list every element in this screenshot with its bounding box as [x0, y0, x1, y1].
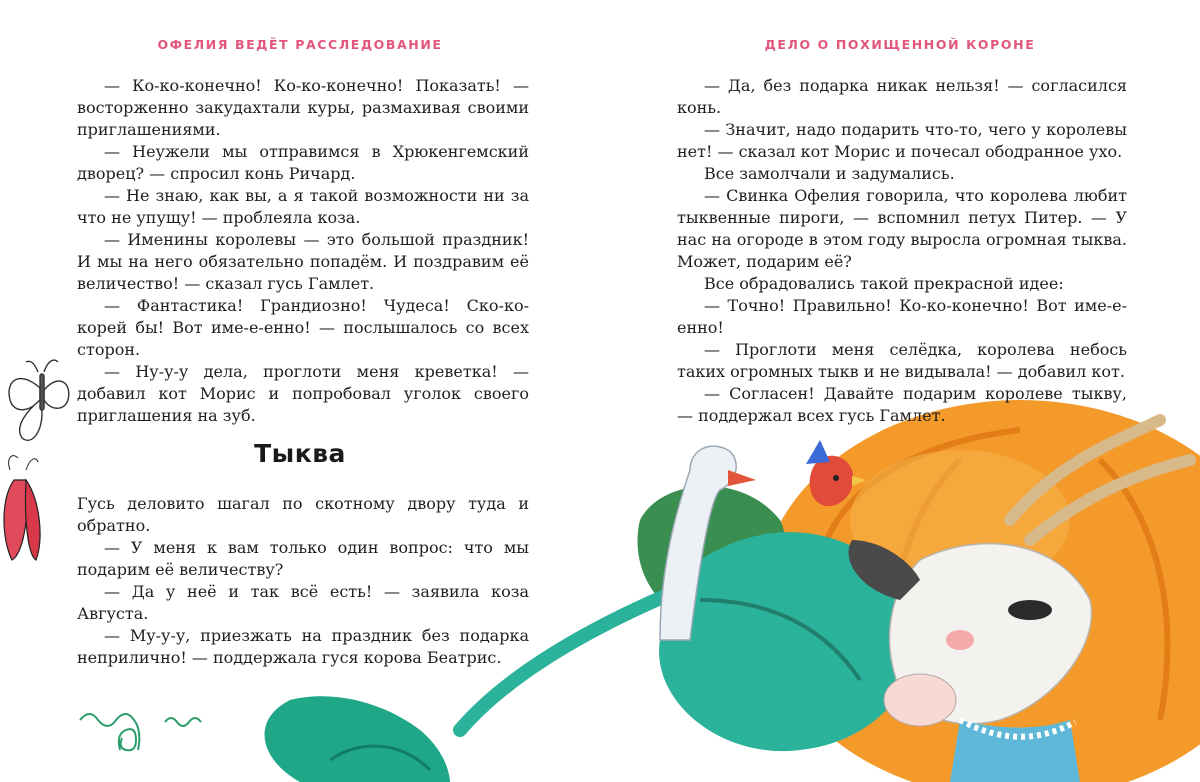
paragraph: — Точно! Правильно! Ко-ко-конечно! Вот име-е-енно!	[677, 296, 1127, 337]
paragraph: Гусь деловито шагал по скотному двору туда и обратно.	[77, 494, 529, 535]
paragraph: — Свинка Офелия говорила, что королева любит тыквенные пироги, — вспомнил петух Питер. — У нас на огороде в этом году выросла огромная тыква. Может, подарим её?	[677, 186, 1127, 271]
paragraph: — Согласен! Давайте подарим королеве тыкву, — поддержал всех гусь Гамлет.	[677, 384, 1127, 425]
paragraph: — Неужели мы отправимся в Хрюкенгемский дворец? — спросил конь Ричард.	[77, 142, 529, 183]
paragraph: Все обрадовались такой прекрасной идее:	[704, 274, 1064, 293]
paragraph: — У меня к вам только один вопрос: что мы подарим её величеству?	[77, 538, 529, 579]
paragraph: — Да, без подарка никак нельзя! — согласился конь.	[677, 76, 1127, 117]
text-block	[77, 75, 529, 427]
paragraph: — Не знаю, как вы, а я такой возможности ни за что не упущу! — проблеяла коза.	[77, 186, 529, 227]
paragraph: — Значит, надо подарить что-то, чего у королевы нет! — сказал кот Морис и почесал ободранное ухо.	[677, 120, 1127, 161]
paragraph: — Му-у-у, приезжать на праздник без подарка неприлично! — поддержала гуся корова Беатрис.	[77, 626, 529, 667]
paragraph: — Ко-ко-конечно! Ко-ко-конечно! Показать! — восторженно закудахтали куры, размахивая своими приглашениями.	[77, 76, 529, 139]
text-block	[77, 493, 529, 669]
paragraph: — Проглоти меня селёдка, королева небось таких огромных тыкв и не видывала! — добавил кот.	[677, 340, 1127, 381]
right-page	[600, 0, 1200, 782]
paragraph: — Ну-у-у дела, проглоти меня креветка! — добавил кот Морис и попробовал уголок своего приглашения на зуб.	[77, 362, 529, 425]
paragraph: Все замолчали и задумались.	[704, 164, 955, 183]
text-block	[677, 75, 1127, 427]
chapter-title: Тыква	[254, 439, 346, 468]
paragraph: — Именины королевы — это большой праздник! И мы на него обязательно попадём. И поздравим её величество! — сказал гусь Гамлет.	[77, 230, 529, 293]
running-head: ОФЕЛИЯ ВЕДЁТ РАССЛЕДОВАНИЕ	[157, 37, 443, 52]
running-head: ДЕЛО О ПОХИЩЕННОЙ КОРОНЕ	[764, 37, 1036, 52]
paragraph: — Да у неё и так всё есть! — заявила коза Августа.	[77, 582, 529, 623]
paragraph: — Фантастика! Грандиозно! Чудеса! Ско-ко-корей бы! Вот име-е-енно! — послышалось со всех сторон.	[77, 296, 529, 359]
